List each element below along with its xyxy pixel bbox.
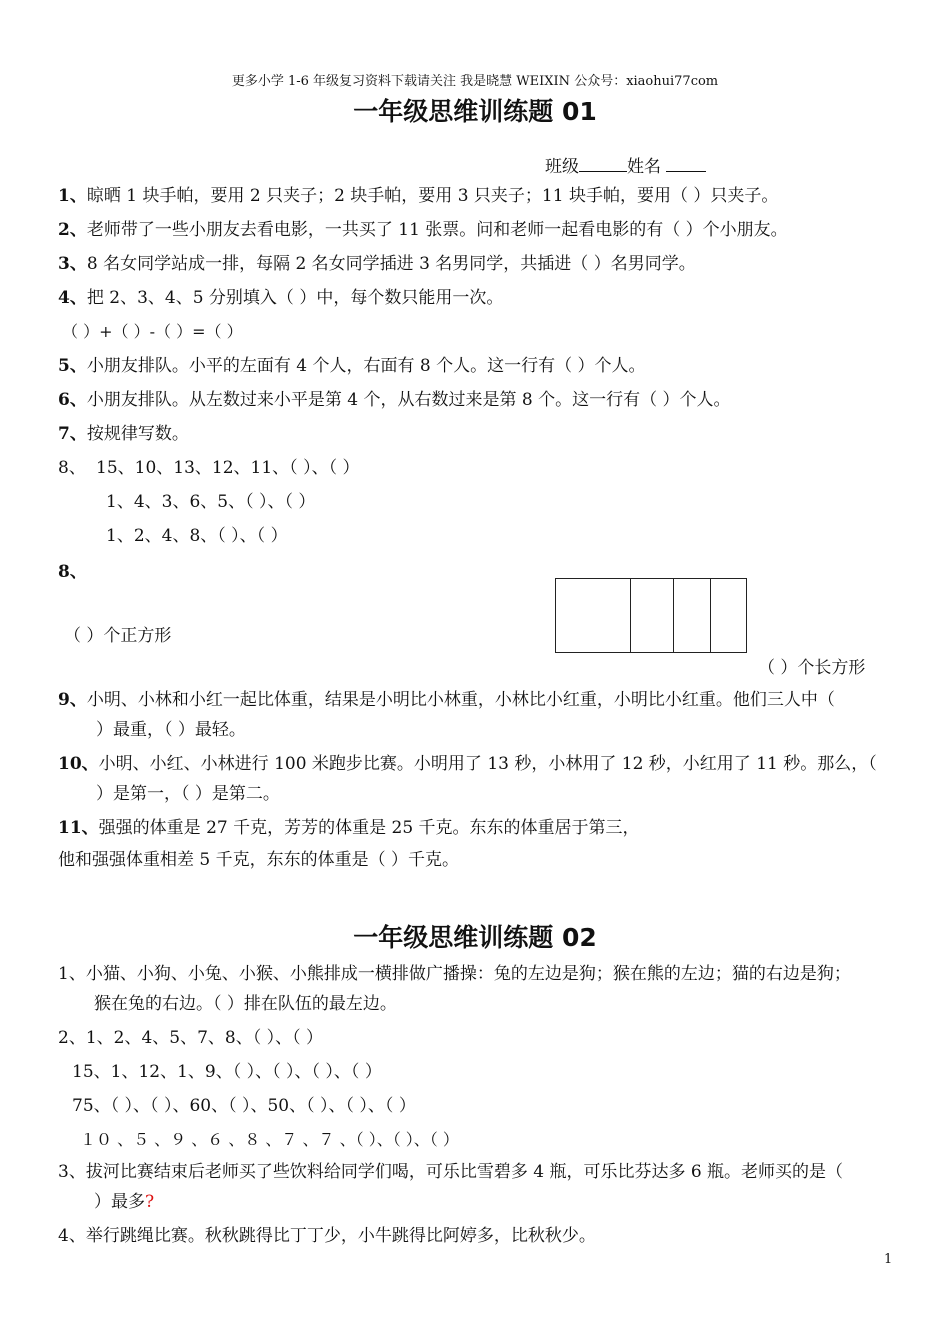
- q-text: 小明、小红、小林进行 100 米跑步比赛。小明用了 13 秒，小林用了 12 秒，小红用了 11 秒。那么，（: [98, 754, 877, 774]
- page-title-2: 一年级思维训练题 02: [353, 923, 597, 952]
- q-text: 晾晒 1 块手帕，要用 2 只夹子；2 块手帕，要用 3 只夹子；11 块手帕，要用（ ）只夹子。: [86, 186, 779, 206]
- class-blank[interactable]: [579, 153, 627, 172]
- figure-divider: [630, 579, 631, 652]
- q-text: 按规律写数。: [86, 424, 189, 444]
- question-2-3: 3、拔河比赛结束后老师买了些饮料给同学们喝，可乐比雪碧多 4 瓶，可乐比芬达多 6 瓶。老师买的是（: [58, 1162, 844, 1182]
- question-1-8-label: 8、: [58, 458, 86, 478]
- q-text: ）最多: [94, 1192, 145, 1212]
- q-text: 小明、小林和小红一起比体重，结果是小明比小林重，小林比小红重，小明比小红重。他们三人中（: [86, 690, 835, 710]
- q-number: 6、: [58, 390, 87, 410]
- question-1-4-equation: （ ）+（ ）-（ ）=（ ）: [62, 322, 243, 341]
- name-blank[interactable]: [666, 153, 706, 172]
- sequence-2: 1、4、3、6、5、（ ）、（ ）: [106, 492, 316, 512]
- q-number: 5、: [58, 356, 87, 376]
- question-1-9-cont: ）最重，（ ）最轻。: [96, 720, 246, 740]
- question-1-5: [58, 354, 646, 378]
- question-2-1-cont: 猴在兔的右边。（ ）排在队伍的最左边。: [94, 994, 397, 1014]
- q-text: 把 2、3、4、5 分别填入（ ）中，每个数只能用一次。: [86, 288, 504, 308]
- rectangle-count: （ ）个长方形: [758, 658, 866, 678]
- figure-divider: [710, 579, 711, 652]
- rectangle-figure: [555, 578, 747, 653]
- class-label: 班级: [545, 157, 579, 177]
- question-1-8b-label: 8、: [58, 562, 87, 582]
- q-number: 3、: [58, 254, 87, 274]
- class-name-fields: [545, 152, 706, 177]
- question-2-3-cont: [94, 1190, 154, 1214]
- question-1-10-cont: ）是第一，（ ）是第二。: [96, 784, 280, 804]
- q-number: 1、: [58, 186, 87, 206]
- question-1-6: [58, 388, 731, 412]
- square-count: （ ）个正方形: [64, 626, 172, 646]
- q-number: 4、: [58, 288, 87, 308]
- sequence-2-d: １０ 、５ 、９ 、６ 、８ 、７ 、７ 、（ ）、（ ）、（ ）: [80, 1130, 459, 1149]
- q-text: 小朋友排队。小平的左面有 4 个人，右面有 8 个人。这一行有（ ）个人。: [86, 356, 646, 376]
- question-2-4: 4、举行跳绳比赛。秋秋跳得比丁丁少，小牛跳得比阿婷多，比秋秋少。: [58, 1226, 596, 1246]
- question-1-3: [58, 252, 696, 276]
- question-mark: ?: [145, 1192, 155, 1212]
- q-text: 8 名女同学站成一排，每隔 2 名女同学插进 3 名男同学，共插进（ ）名男同学。: [86, 254, 696, 274]
- question-1-1: [58, 184, 778, 208]
- q-text: 强强的体重是 27 千克，芳芳的体重是 25 千克。东东的体重居于第三，: [98, 818, 640, 838]
- q-text: 小朋友排队。从左数过来小平是第 4 个，从右数过来是第 8 个。这一行有（ ）个人。: [86, 390, 731, 410]
- question-1-10: [58, 752, 877, 776]
- figure-divider: [673, 579, 674, 652]
- question-2-1: 1、小猫、小狗、小兔、小猴、小熊排成一横排做广播操：兔的左边是狗；猴在熊的左边；猫的右边是狗；: [58, 964, 851, 984]
- question-1-7: [58, 422, 189, 446]
- q-text: 老师带了一些小朋友去看电影，一共买了 11 张票。问和老师一起看电影的有（ ）个小朋友。: [86, 220, 788, 240]
- page-title-1: 一年级思维训练题 01: [353, 97, 597, 126]
- q-number: 2、: [58, 220, 87, 240]
- q-number: 10、: [58, 754, 99, 774]
- question-1-2: [58, 218, 788, 242]
- q-number: 9、: [58, 690, 87, 710]
- question-1-9: [58, 688, 835, 712]
- sequence-1: 15、10、13、12、11、（ ）、（ ）: [96, 458, 360, 478]
- q-number: 7、: [58, 424, 87, 444]
- sequence-2-b: 15、1、12、1、9、（ ）、（ ）、（ ）、（ ）: [72, 1062, 382, 1082]
- question-2-2: 2、1、2、4、5、7、8、（ ）、（ ）: [58, 1028, 324, 1048]
- header-note: 更多小学 1-6 年级复习资料下载请关注 我是晓慧 WEIXIN 公众号：xiaohui77com: [231, 74, 719, 89]
- sequence-3: 1、2、4、8、（ ）、（ ）: [106, 526, 288, 546]
- page-number: 1: [884, 1252, 893, 1267]
- name-label: 姓名: [627, 157, 661, 177]
- question-1-11: [58, 816, 640, 840]
- q-number: 11、: [58, 818, 99, 838]
- sequence-2-c: 75、（ ）、（ ）、60、（ ）、50、（ ）、（ ）、（ ）: [72, 1096, 416, 1116]
- question-1-4: [58, 286, 503, 310]
- question-1-11-cont: 他和强强体重相差 5 千克，东东的体重是（ ）千克。: [58, 850, 460, 870]
